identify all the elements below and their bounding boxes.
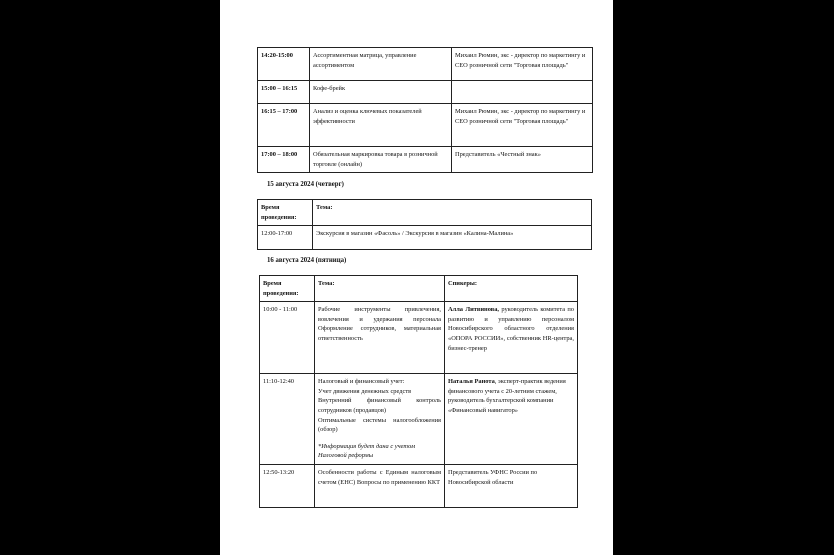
speaker-cell: [445, 374, 578, 465]
speaker-cell: Михаил Рюмин, экс - директор по маркетингу и CEO розничной сети "Торговая площадь": [452, 104, 593, 147]
time-cell: 12:50-13:20: [260, 465, 315, 508]
speaker-cell: Представитель «Честный знак»: [452, 147, 593, 173]
header-topic: Тема:: [315, 276, 445, 302]
time-cell: 11:10-12:40: [260, 374, 315, 465]
time-cell: 17:00 – 18:00: [258, 147, 310, 173]
table-row: [258, 48, 593, 81]
topic-cell: Особенности работы с Единым налоговым счетом (ЕНС) Вопросы по применению ККТ: [315, 465, 445, 508]
speaker-name: Алла Литвинова,: [448, 306, 500, 314]
topic-line: Оптимальные системы налогообложения (обзор): [318, 416, 441, 434]
time-cell: 14:20-15:00: [258, 48, 310, 81]
time-cell: 12:00-17:00: [258, 226, 313, 250]
document-page: [220, 0, 613, 555]
topic-line: Учет движения денежных средств: [318, 387, 412, 395]
speaker-cell: Представитель УФНС России по Новосибирской области: [445, 465, 578, 508]
table-row: [258, 104, 593, 147]
table-row: [258, 147, 593, 173]
speaker-cell: [445, 302, 578, 374]
time-cell: 15:00 – 16:15: [258, 81, 310, 104]
topic-cell: Анализ и оценка ключевых показателей эффективности: [310, 104, 452, 147]
table-row: [260, 374, 578, 465]
schedule-table-day2: [257, 199, 592, 250]
table-row: [258, 81, 593, 104]
day-heading: 16 августа 2024 (пятница): [267, 257, 347, 264]
topic-cell: Ассортиментная матрица, управление ассортиментом: [310, 48, 452, 81]
schedule-table-day3: [259, 275, 578, 508]
topic-cell: Обязательная маркировка товара в розничной торговле (онлайн): [310, 147, 452, 173]
speaker-cell: Михаил Рюмин, экс - директор по маркетингу и CEO розничной сети "Торговая площадь": [452, 48, 593, 81]
header-time: Время проведения:: [258, 200, 313, 226]
topic-line: Внутренний финансовый контроль сотрудников (продавцов): [318, 397, 441, 415]
speaker-cell: [452, 81, 593, 104]
topic-cell: [315, 374, 445, 465]
header-topic: Тема:: [313, 200, 592, 226]
time-cell: 10:00 - 11:00: [260, 302, 315, 374]
topic-cell: Кофе-брейк: [310, 81, 452, 104]
topic-note: *Информация будет дана с учетом Налоговой реформы: [318, 442, 416, 460]
day-heading: 15 августа 2024 (четверг): [267, 181, 344, 188]
speaker-description: , эксперт-практик ведения финансового учета с 20-летним стажем, руководитель бухгалтерской компании «Финансовый навигатор»: [448, 378, 566, 415]
table-row: [258, 226, 592, 250]
table-row: [260, 465, 578, 508]
header-speakers: Спикеры:: [445, 276, 578, 302]
table-header-row: [258, 200, 592, 226]
topic-cell: Рабочие инструменты привлечения, вовлечения и удержания персонала Оформление сотрудников, материальная ответственность: [315, 302, 445, 374]
topic-line: Налоговый и финансовый учет:: [318, 378, 405, 386]
topic-cell: Экскурсия в магазин «Фасоль» / Экскурсия в магазин «Калина-Малина»: [313, 226, 592, 250]
speaker-name: Наталья Ранота: [448, 378, 495, 386]
schedule-table-day1: [257, 47, 593, 173]
table-row: [260, 302, 578, 374]
speaker-description: руководитель комитета по развитию и управлению персоналом Новосибирского областного отделения «ОПОРА РОССИИ», собственник HR-центра, бизнес-тренер: [448, 306, 574, 352]
time-cell: 16:15 – 17:00: [258, 104, 310, 147]
header-time: Время проведения:: [260, 276, 315, 302]
table-header-row: [260, 276, 578, 302]
